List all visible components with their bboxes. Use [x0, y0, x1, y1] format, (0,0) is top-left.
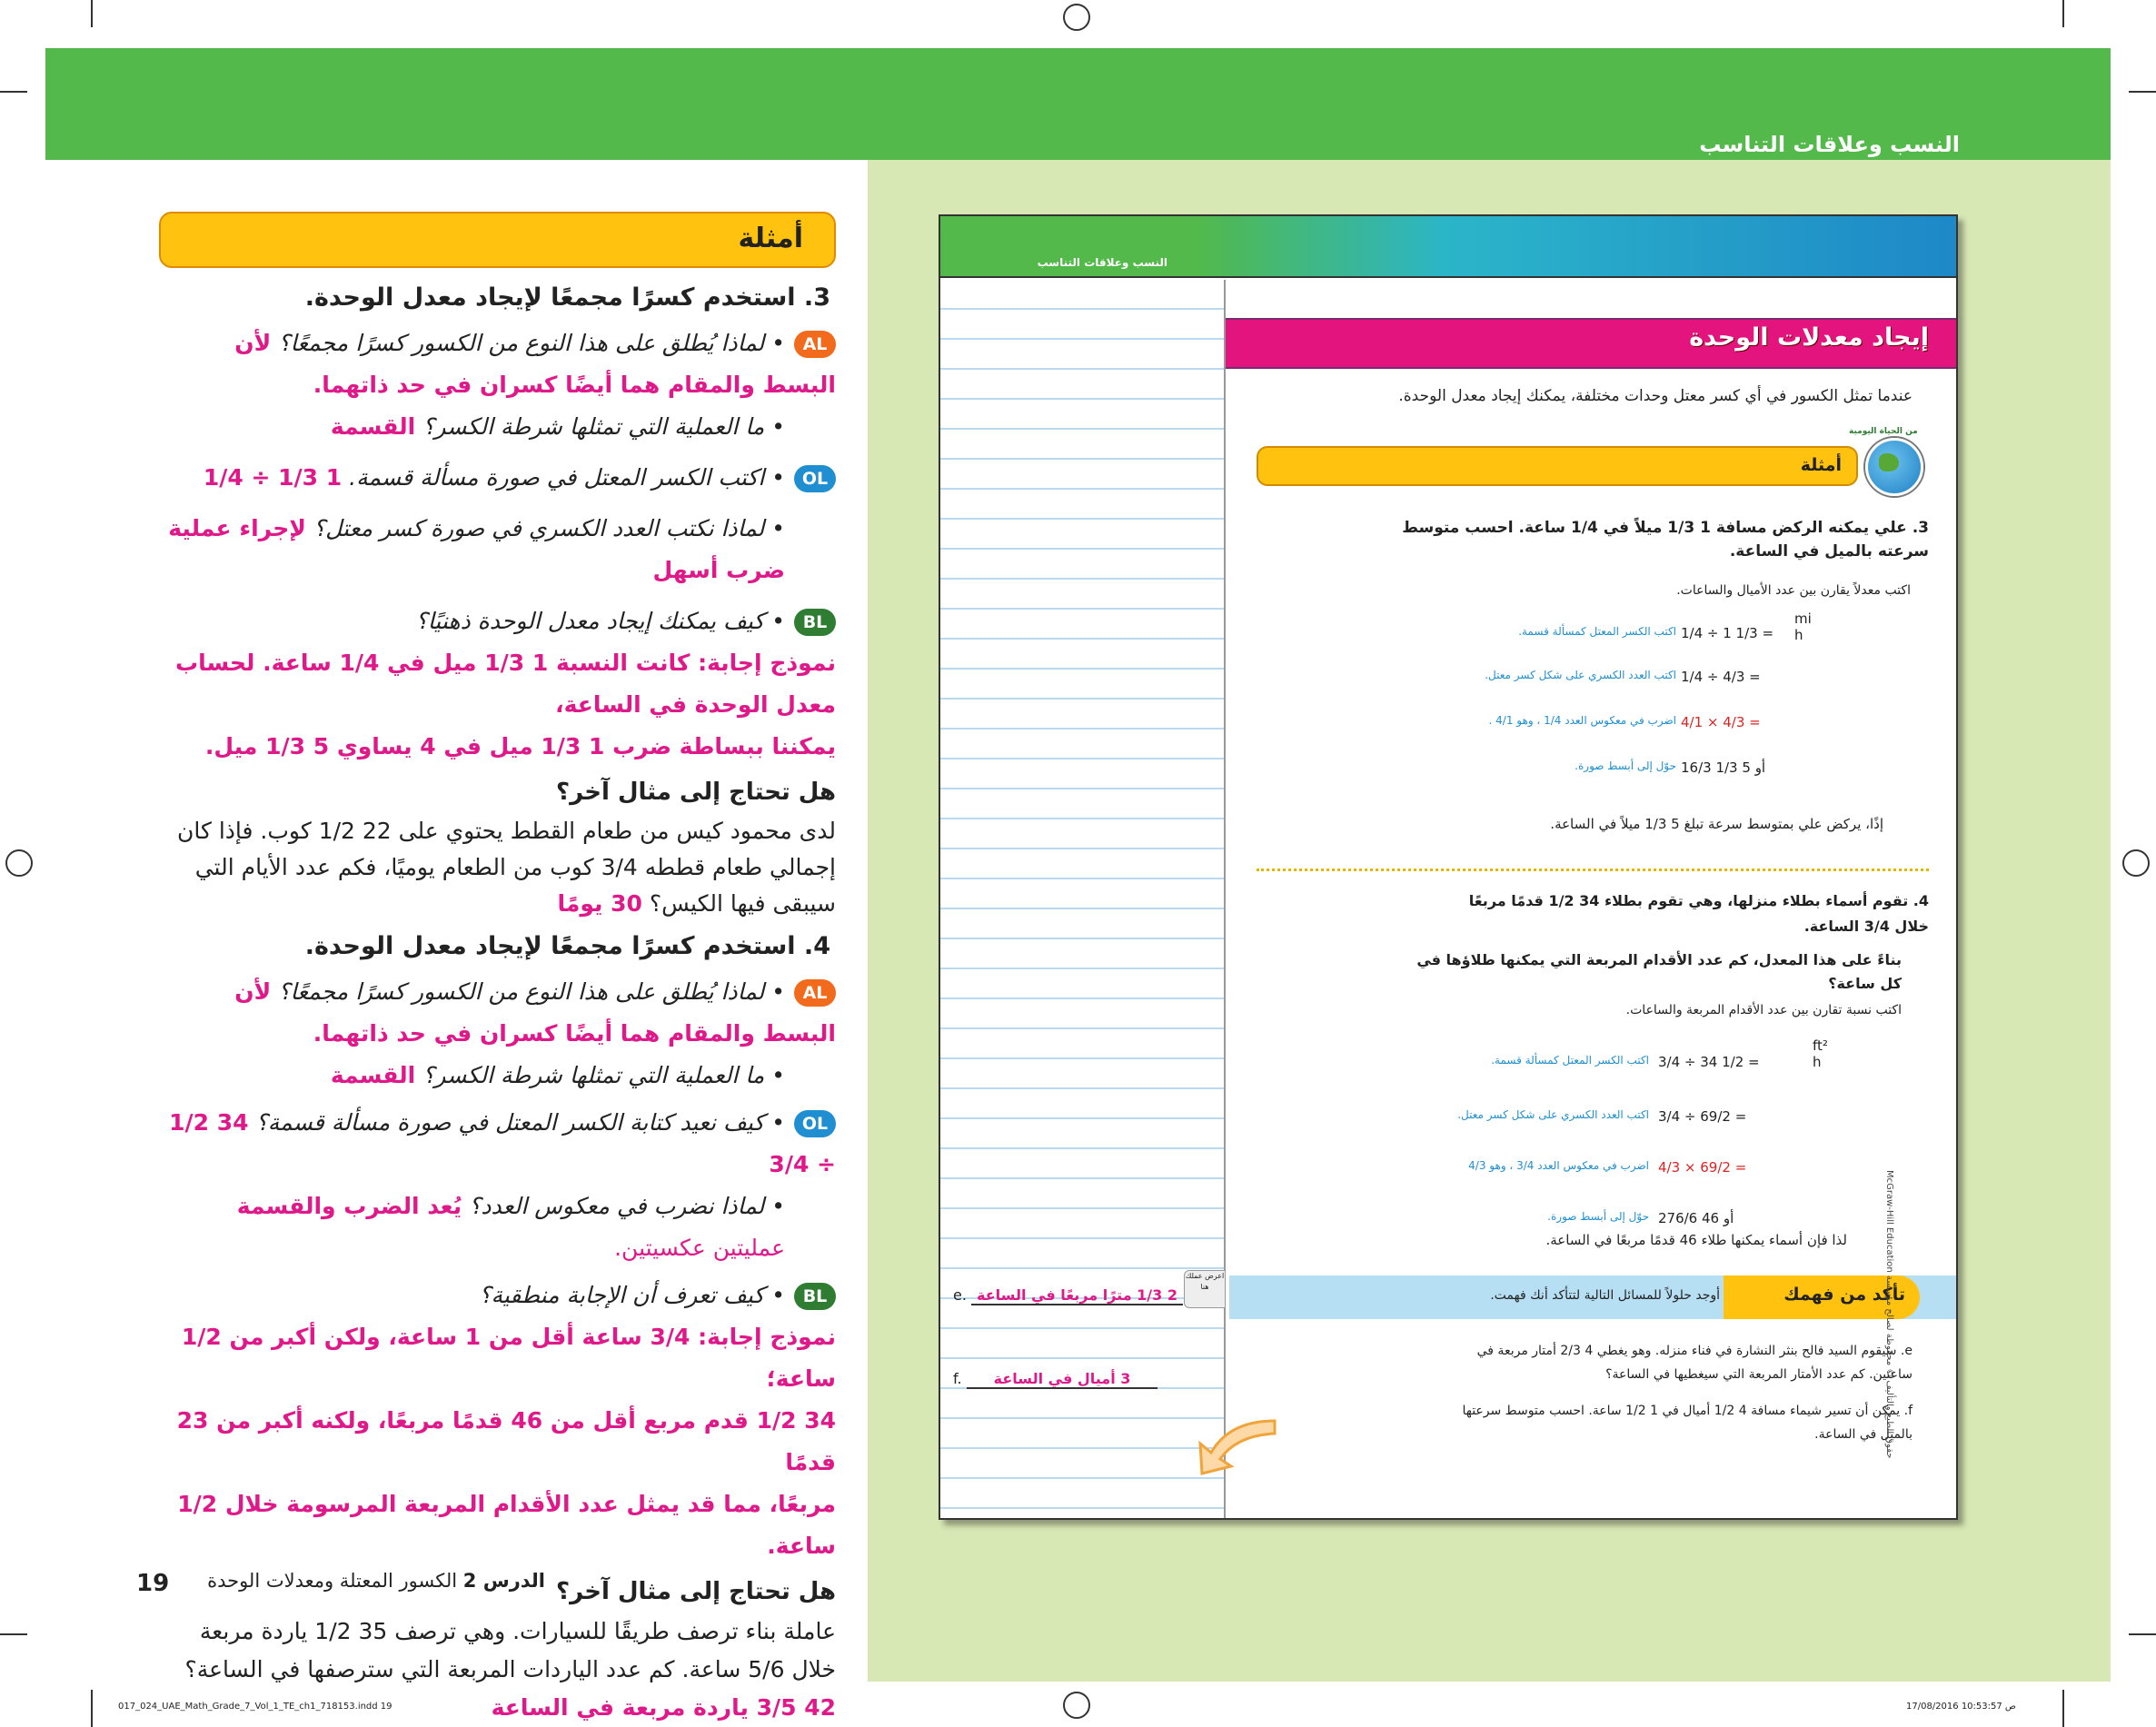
- ex4-al2: • ما العملية التي تمثلها شرطة الكسر؟ القسمة: [330, 1062, 785, 1088]
- student-ex4-q1: 4. تقوم أسماء بطلاء منزلها، وهي تقوم بطلاء 34 1/2 قدمًا مربعًا خلال 3/4 الساعة.: [1468, 892, 1929, 935]
- step-label: اكتب العدد الكسري على شكل كسر معتل.: [1485, 669, 1676, 681]
- slug-file: 017_024_UAE_Math_Grade_7_Vol_1_TE_ch1_718153.indd 19: [118, 1702, 392, 1712]
- al-badge: AL: [794, 979, 836, 1007]
- examples-title: أمثلة: [738, 223, 803, 254]
- student-tab-divider: [940, 276, 1956, 278]
- examples-title-box: [159, 212, 836, 268]
- ex4-bl-a2: 34 1/2 قدم مربع أقل من 46 قدمًا مربعًا، ولكنه أكبر من 23 قدمًا: [176, 1407, 836, 1475]
- answer-e-text: 2 1/3 مترًا مربعًا في الساعة: [971, 1286, 1183, 1305]
- student-examples-bar: [1257, 446, 1858, 486]
- check-problem-f: f. يمكن أن تسير شيماء مسافة 4 1/2 أميال في 1 1/2 ساعة. احسب متوسط سرعتها بالميل في الساعة.: [1462, 1404, 1913, 1442]
- ex3-need-more: هل تحتاج إلى مثال آخر؟: [556, 779, 836, 806]
- step-label: اكتب الكسر المعتل كمسألة قسمة.: [1518, 625, 1676, 638]
- slug-date: 17/08/2016 10:53:57 ص: [1906, 1702, 2016, 1712]
- step-label: حوّل إلى أبسط صورة.: [1575, 759, 1676, 772]
- registration-mark: [5, 849, 33, 877]
- student-examples-title: أمثلة: [1800, 455, 1842, 475]
- ol-badge: OL: [794, 1110, 836, 1137]
- ex4-bl: BL• كيف تعرف أن الإجابة منطقية؟: [164, 1275, 836, 1316]
- crop-mark: [91, 1690, 93, 1727]
- show-work-tab: اعرض عملك هنا: [1184, 1270, 1226, 1308]
- ex3-bl-a2: يمكننا ببساطة ضرب 1 1/3 ميل في 4 يساوي 5 1/3 ميل.: [204, 733, 836, 759]
- ex3-heading: 3. استخدم كسرًا مجمعًا لإيجاد معدل الوحدة.: [304, 283, 830, 312]
- step-label: اضرب في معكوس العدد 3/4 ، وهو 4/3: [1468, 1159, 1649, 1172]
- student-tab-label: النسب وعلاقات التناسب: [1037, 256, 1167, 269]
- page-footer: [136, 1570, 545, 1597]
- student-ex4-units: ft² h: [1813, 1037, 1828, 1070]
- ex3-bl: BL• كيف يمكنك إيجاد معدل الوحدة ذهنيًا؟: [164, 600, 836, 642]
- student-ex3-units: mi h: [1794, 610, 1812, 643]
- footer-page-number: 19: [136, 1570, 170, 1597]
- ol-badge: OL: [794, 465, 836, 492]
- ex4-al: AL• لماذا يُطلق على هذا النوع من الكسور كسرًا مجمعًا؟ لأن البسط والمقام هما أيضًا كسران في حد ذاتهما.: [234, 978, 836, 1047]
- al-badge: AL: [794, 331, 836, 358]
- footer-title: الكسور المعتلة ومعدلات الوحدة: [207, 1570, 458, 1592]
- ex3-extra: لدى محمود كيس من طعام القطط يحتوي على 22 1/2 كوب. فإذا كان إجمالي طعام قططه 3/4 كوب من الطعام يوميًا، فكم عدد الأيام التي سيبقى فيها الكيس؟ 30 يومًا: [177, 818, 836, 917]
- crop-mark: [91, 0, 93, 27]
- student-ex3-conclusion: إذًا، يركض علي بمتوسط سرعة تبلغ 5 1/3 ميلاً في الساعة.: [1550, 816, 1883, 832]
- globe-icon: [1865, 438, 1923, 496]
- step-label: اكتب العدد الكسري على شكل كسر معتل.: [1457, 1108, 1649, 1121]
- step-label: حوّل إلى أبسط صورة.: [1547, 1210, 1649, 1223]
- example-separator: [1257, 868, 1929, 871]
- ex3-al: AL• لماذا يُطلق على هذا النوع من الكسور كسرًا مجمعًا؟ لأن البسط والمقام هما أيضًا كسران في حد ذاتهما.: [234, 330, 836, 398]
- answer-f: f. 3 أميال في الساعة: [953, 1370, 1189, 1389]
- globe-label: من الحياة اليومية: [1849, 427, 1918, 436]
- copyright-vertical: McGraw-Hill Education حقوق الطبع والتأليف © محفوظة لصالح مؤسسة: [1884, 1170, 1894, 1459]
- arrow-icon: [1184, 1403, 1284, 1475]
- work-area-lined: [940, 280, 1226, 1518]
- check-title: تأكد من فهمك: [1783, 1285, 1905, 1305]
- ex4-ol: OL• كيف نعيد كتابة الكسر المعتل في صورة مسألة قسمة؟ 34 1/2 ÷ 3/4: [169, 1109, 836, 1177]
- lesson-title: إيجاد معدلات الوحدة: [1689, 323, 1929, 352]
- step-label: اضرب في معكوس العدد 1/4 ، وهو 4/1 .: [1488, 714, 1676, 727]
- registration-mark: [1063, 4, 1090, 31]
- student-ex3-write: اكتب معدلاً يقارن بين عدد الأميال والساعات.: [1676, 583, 1911, 598]
- student-ex4-results: 3/4 ÷ 34 1/2 = 3/4 ÷ 69/2 = 4/3 × 69/2 = 276/6 أو 46: [1658, 1054, 1760, 1226]
- ex3-bl-a1: نموذج إجابة: كانت النسبة 1 1/3 ميل في 1/4 ساعة. لحساب معدل الوحدة في الساعة،: [175, 650, 836, 718]
- student-ex4-steps: [1395, 1043, 1649, 1252]
- student-ex4-write: اكتب نسبة تقارن بين عدد الأقدام المربعة والساعات.: [1625, 1003, 1902, 1017]
- ex3-ol: OL• اكتب الكسر المعتل في صورة مسألة قسمة. 1 1/3 ÷ 1/4: [164, 457, 836, 499]
- registration-mark: [1063, 1692, 1090, 1719]
- check-instructions: أوجد حلولاً للمسائل التالية لتتأكد أنك فهمت.: [1490, 1288, 1720, 1303]
- answer-f-text: 3 أميال في الساعة: [967, 1370, 1158, 1389]
- ex4-bl-a1: نموذج إجابة: 3/4 ساعة أقل من 1 ساعة، ولكن أكبر من 1/2 ساعة؛: [181, 1324, 836, 1392]
- crop-mark: [2129, 1633, 2156, 1635]
- ex4-need-more: هل تحتاج إلى مثال آخر؟: [556, 1578, 836, 1605]
- step-label: اكتب الكسر المعتل كمسألة قسمة.: [1491, 1054, 1649, 1067]
- registration-mark: [2122, 849, 2150, 877]
- student-ex3-steps: [1449, 616, 1676, 816]
- student-ex3-results: 1/4 ÷ 1 1/3 = 1/4 ÷ 4/3 = 4/1 × 4/3 = 16/3 أو 5 1/3: [1681, 625, 1774, 776]
- header-title: النسب وعلاقات التناسب: [1699, 132, 1960, 157]
- check-problem-e: e. سيقوم السيد فالح بنثر النشارة في فناء منزله. وهو يغطي 4 2/3 أمتار مربعة في ساعتين. كم عدد الأمتار المربعة التي سيغطيها في الساعة؟: [1476, 1344, 1913, 1382]
- ex4-heading: 4. استخدم كسرًا مجمعًا لإيجاد معدل الوحدة.: [304, 932, 830, 960]
- footer-lesson: الدرس 2: [462, 1570, 545, 1592]
- student-ex4-conclusion: لذا فإن أسماء يمكنها طلاء 46 قدمًا مربعًا في الساعة.: [1545, 1232, 1847, 1248]
- student-ex3-question: 3. علي يمكنه الركض مسافة 1 1/3 ميلاً في 1/4 ساعة. احسب متوسط سرعته بالميل في الساعة.: [1402, 519, 1929, 561]
- crop-mark: [2062, 1690, 2064, 1727]
- student-page: [939, 214, 1958, 1520]
- ex4-extra: عاملة بناء ترصف طريقًا للسيارات. وهي ترصف 35 1/2 ياردة مربعة خلال 5/6 ساعة. كم عدد الياردات المربعة التي سترصفها في الساعة؟ 42 3/5 ياردة مربعة في الساعة: [184, 1618, 836, 1721]
- ex3-al2: • ما العملية التي تمثلها شرطة الكسر؟ القسمة: [330, 413, 785, 440]
- ex4-bl-a3: مربعًا، مما قد يمثل عدد الأقدام المربعة المرسومة خلال 1/2 ساعة.: [177, 1491, 836, 1559]
- crop-mark: [0, 1633, 27, 1635]
- teacher-column: [164, 277, 836, 1727]
- ex4-ol2: • لماذا نضرب في معكوس العدد؟ يُعد الضرب والقسمة عمليتين عكسيتين.: [236, 1193, 785, 1261]
- crop-mark: [2062, 0, 2064, 27]
- bl-badge: BL: [794, 609, 836, 636]
- ex3-ol2: • لماذا نكتب العدد الكسري في صورة كسر معتل؟ لإجراء عملية ضرب أسهل: [168, 515, 785, 583]
- answer-e: e. 2 1/3 مترًا مربعًا في الساعة: [953, 1286, 1189, 1305]
- student-intro: عندما تمثل الكسور في أي كسر معتل وحدات مختلفة، يمكنك إيجاد معدل الوحدة.: [1398, 387, 1913, 405]
- student-ex4-q2: بناءً على هذا المعدل، كم عدد الأقدام المربعة التي يمكنها طلاؤها في كل ساعة؟: [1416, 951, 1902, 992]
- crop-mark: [2129, 91, 2156, 93]
- bl-badge: BL: [794, 1283, 836, 1310]
- crop-mark: [0, 91, 27, 93]
